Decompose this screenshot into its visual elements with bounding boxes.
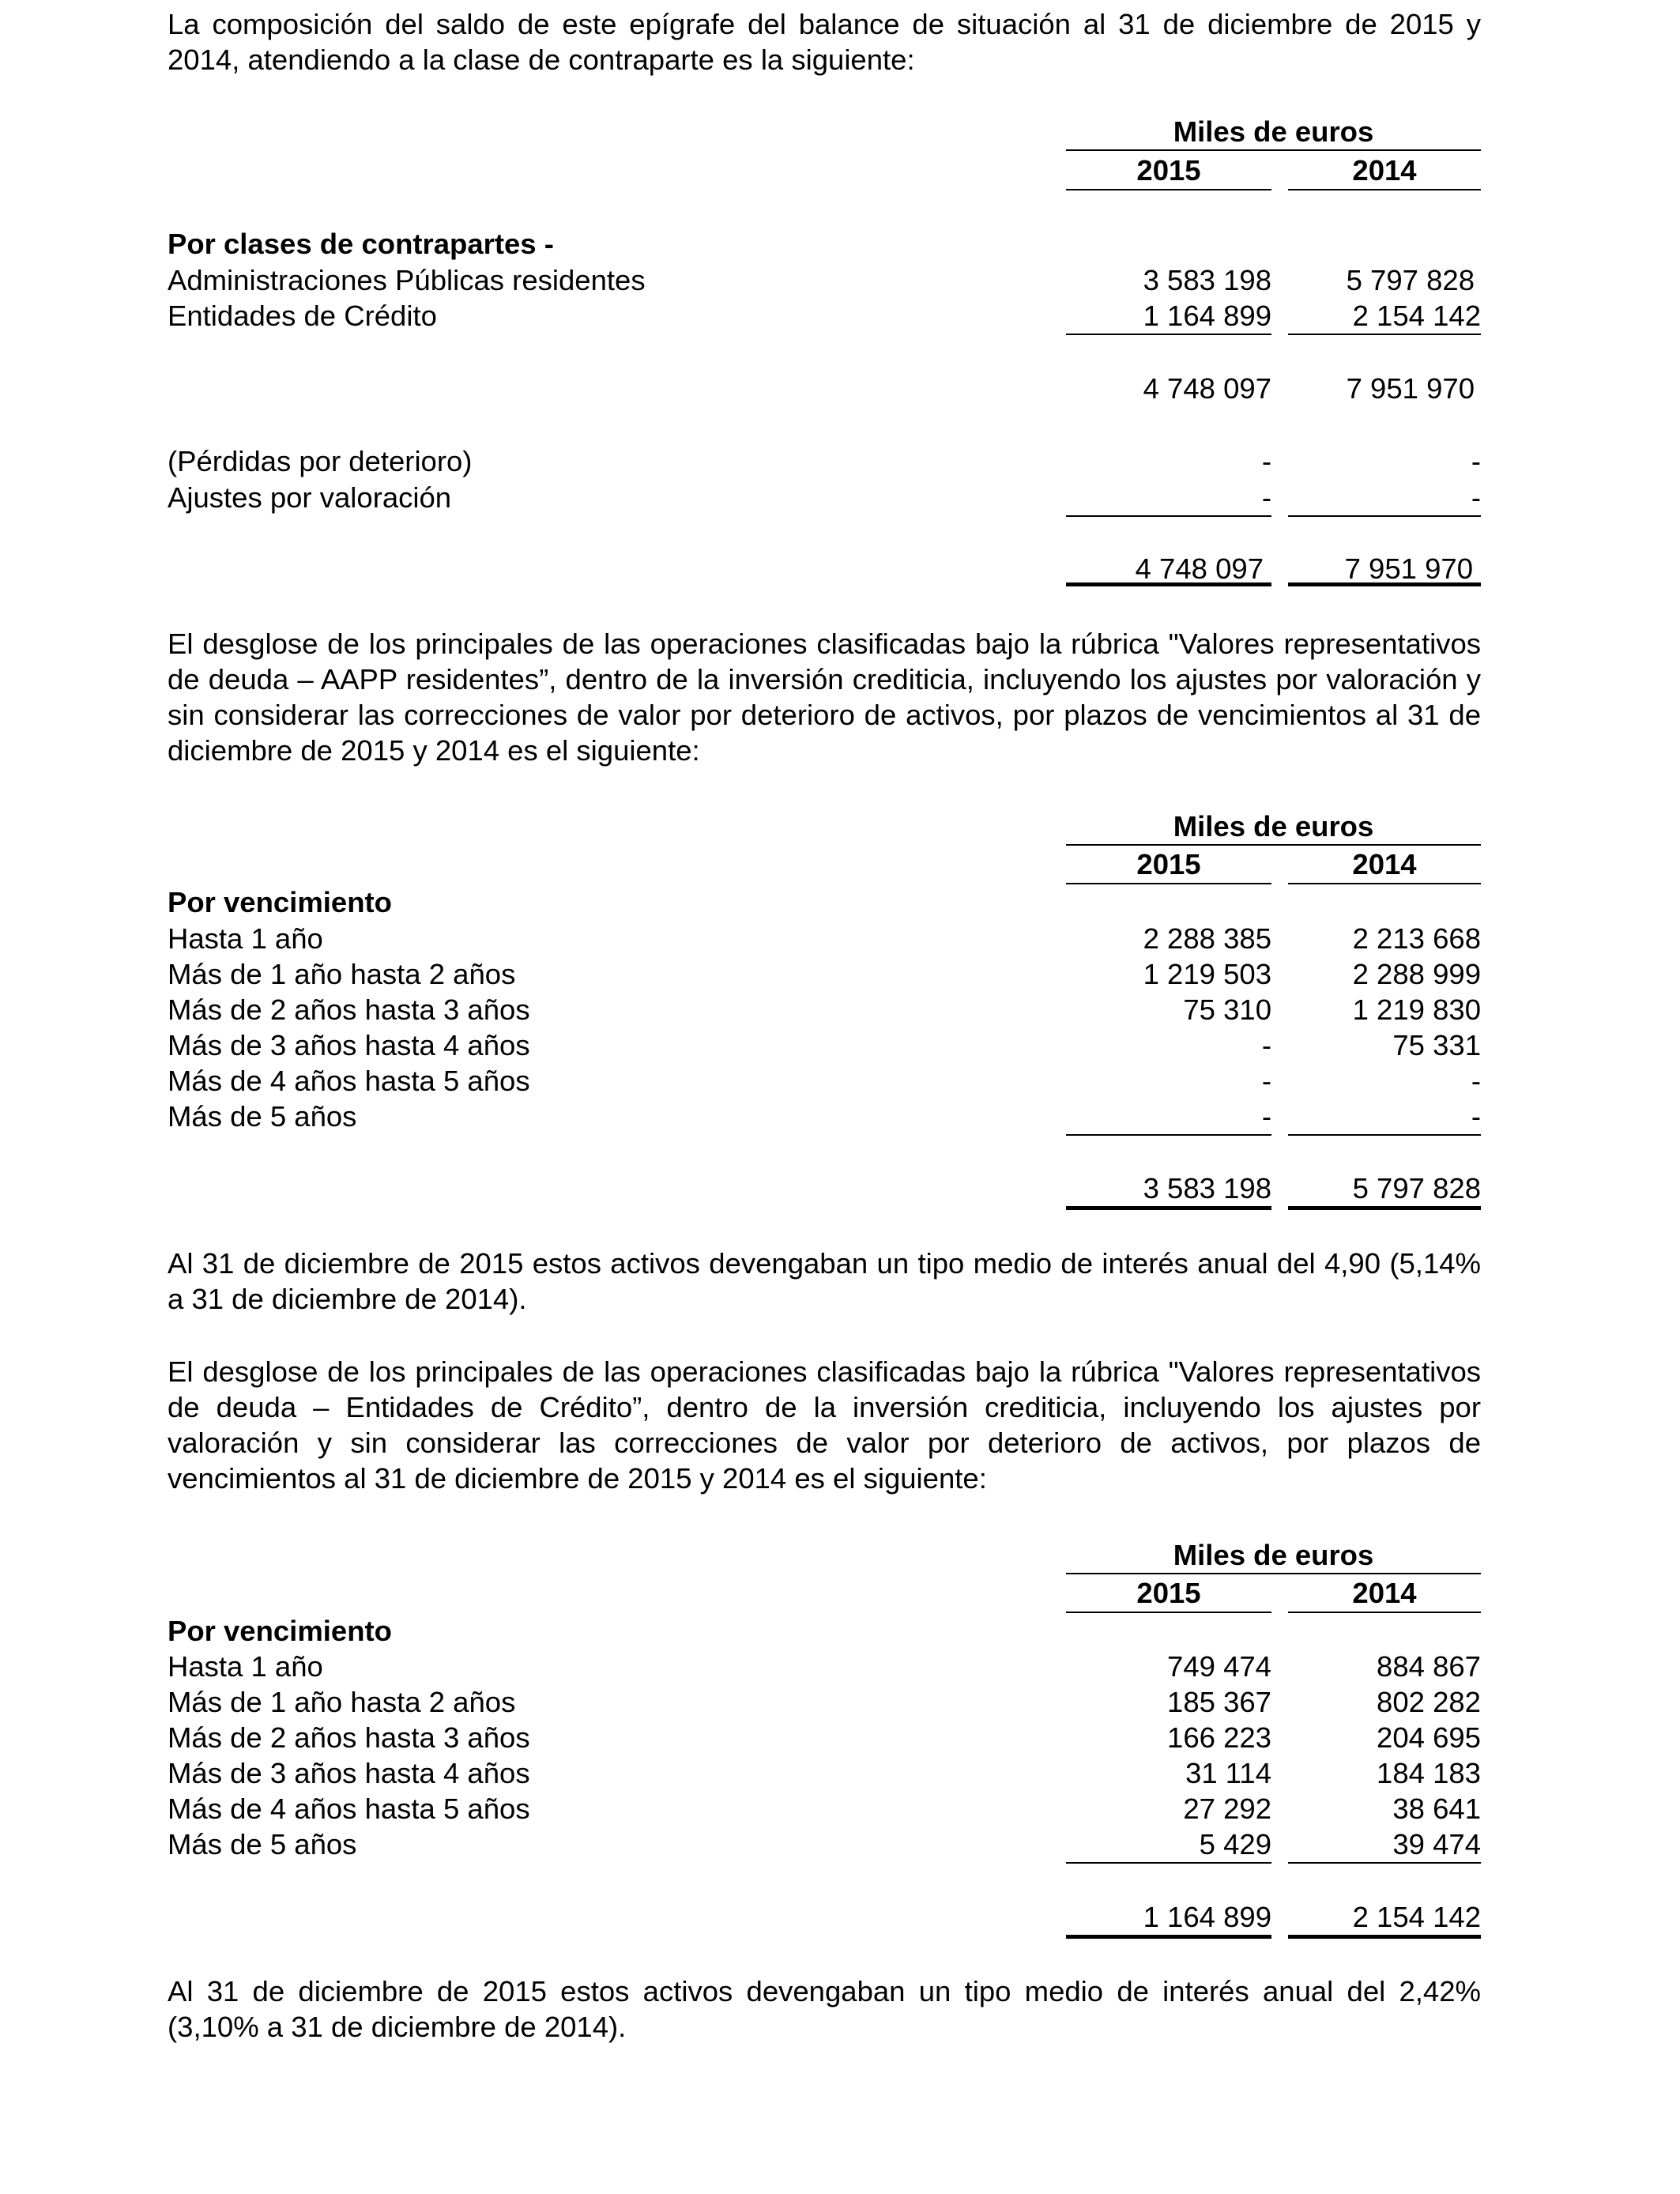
- value-2014: 884 867: [1377, 1650, 1481, 1683]
- value-2015: -: [1261, 1065, 1271, 1097]
- table3-total-row: [168, 1899, 1481, 1935]
- row-label: Más de 5 años: [168, 1100, 357, 1133]
- row-label: Hasta 1 año: [168, 1650, 323, 1683]
- row-label: Entidades de Crédito: [168, 300, 437, 332]
- table-row: [168, 480, 1481, 515]
- table-row: [168, 298, 1481, 334]
- value-2015: -: [1066, 1099, 1271, 1136]
- table2-year-2014: 2014: [1288, 846, 1481, 884]
- value-2014: 204 695: [1377, 1721, 1481, 1754]
- table1-year-2014: 2014: [1288, 153, 1481, 190]
- paragraph-entidades-interest: Al 31 de diciembre de 2015 estos activos devengaban un tipo medio de interés anual del 2,42% (3,10% a 31 de diciembre de 2014).: [168, 1975, 1481, 2043]
- table1-subtotal-row: [168, 371, 1481, 406]
- value-2015: 27 292: [1183, 1793, 1271, 1825]
- table3-section-row: [168, 1613, 1481, 1649]
- table2-unit-header: Miles de euros: [1066, 809, 1481, 846]
- value-2014: -: [1288, 480, 1481, 517]
- row-label: Más de 3 años hasta 4 años: [168, 1757, 530, 1789]
- value-2015: -: [1066, 480, 1271, 517]
- table3-year-2014: 2014: [1288, 1575, 1481, 1613]
- row-label: Más de 2 años hasta 3 años: [168, 1721, 530, 1754]
- total-2014: 5 797 828: [1288, 1171, 1481, 1210]
- table1-section-title: Por clases de contrapartes -: [168, 228, 554, 260]
- intro-paragraph: La composición del saldo de este epígrafe del balance de situación al 31 de diciembre de 2015 y 2014, atendiendo a la clase de contraparte es la siguiente:: [168, 8, 1481, 76]
- row-label: Más de 1 año hasta 2 años: [168, 1686, 516, 1718]
- value-2015: 1 164 899: [1066, 298, 1271, 335]
- table-row: [168, 1755, 1481, 1791]
- table-row: [168, 1791, 1481, 1826]
- table-row: [168, 1649, 1481, 1684]
- row-label: Más de 4 años hasta 5 años: [168, 1065, 530, 1097]
- table-row: [168, 1027, 1481, 1063]
- table-row: [168, 1063, 1481, 1099]
- total-2015: 3 583 198: [1066, 1171, 1271, 1210]
- row-label: Hasta 1 año: [168, 922, 323, 955]
- value-2014: 1 219 830: [1352, 993, 1481, 1026]
- value-2014: 2 288 999: [1352, 958, 1481, 990]
- table1-year-2015: 2015: [1066, 153, 1271, 190]
- table-row: [168, 992, 1481, 1027]
- table2-year-2015: 2015: [1066, 846, 1271, 884]
- value-2014: 75 331: [1392, 1029, 1481, 1061]
- value-2015: 185 367: [1167, 1686, 1271, 1718]
- paragraph-aapp-breakdown: El desglose de los principales de las operaciones clasificadas bajo la rúbrica "Valores representativos de deuda – AAPP residentes”, dentro de la inversión crediticia, incluyendo los ajustes por valoración y sin considerar las correcciones de valor por deterioro de activos, por plazos de vencimientos al 31 de diciembre de 2015 y 2014 es el siguiente:: [168, 628, 1481, 767]
- paragraph-aapp-interest: Al 31 de diciembre de 2015 estos activos devengaban un tipo medio de interés anual del 4,90 (5,14% a 31 de diciembre de 2014).: [168, 1247, 1481, 1315]
- value-2014: 2 213 668: [1352, 922, 1481, 955]
- row-label: Más de 3 años hasta 4 años: [168, 1029, 530, 1061]
- table2-total-row: [168, 1171, 1481, 1206]
- paragraph-entidades-breakdown: El desglose de los principales de las operaciones clasificadas bajo la rúbrica "Valores representativos de deuda – Entidades de Crédito”, dentro de la inversión crediticia, incluyendo los ajustes por valoración y sin considerar las correcciones de valor por deterioro de activos, por plazos de vencimientos al 31 de diciembre de 2015 y 2014 es el siguiente:: [168, 1355, 1481, 1495]
- value-2014: -: [1471, 1065, 1481, 1097]
- row-label: Más de 1 año hasta 2 años: [168, 958, 516, 990]
- row-label: Más de 2 años hasta 3 años: [168, 993, 530, 1026]
- value-2015: 749 474: [1167, 1650, 1271, 1683]
- value-2015: -: [1261, 445, 1271, 477]
- value-2015: 5 429: [1066, 1826, 1271, 1864]
- table-row: [168, 262, 1481, 298]
- value-2014: 5 797 828: [1346, 264, 1475, 296]
- value-2014: 38 641: [1392, 1793, 1481, 1825]
- row-label: Ajustes por valoración: [168, 481, 452, 514]
- table1-unit-header: Miles de euros: [1066, 114, 1481, 151]
- value-2014: -: [1288, 1099, 1481, 1136]
- table-row: [168, 1826, 1481, 1862]
- subtotal-2014: 7 951 970: [1346, 372, 1475, 405]
- table-row: [168, 1099, 1481, 1134]
- value-2015: 166 223: [1167, 1721, 1271, 1754]
- table1-section-row: [168, 226, 1481, 262]
- table-row: [168, 1684, 1481, 1720]
- total-2014: 7 951 970: [1288, 551, 1481, 586]
- value-2014: 2 154 142: [1288, 298, 1481, 335]
- value-2014: 39 474: [1288, 1826, 1481, 1864]
- table1-total-row: [168, 551, 1481, 586]
- row-label: (Pérdidas por deterioro): [168, 445, 473, 477]
- value-2015: 75 310: [1183, 993, 1271, 1026]
- row-label: Administraciones Públicas residentes: [168, 264, 646, 296]
- value-2015: 1 219 503: [1143, 958, 1271, 990]
- table-row: [168, 956, 1481, 992]
- total-2015: 4 748 097: [1066, 551, 1271, 586]
- subtotal-2015: 4 748 097: [1143, 372, 1271, 405]
- value-2015: -: [1261, 1029, 1271, 1061]
- table2-section-title: Por vencimiento: [168, 886, 392, 918]
- table-row: [168, 443, 1481, 479]
- value-2015: 31 114: [1185, 1757, 1271, 1789]
- row-label: Más de 4 años hasta 5 años: [168, 1793, 530, 1825]
- value-2015: 2 288 385: [1143, 922, 1271, 955]
- table3-section-title: Por vencimiento: [168, 1615, 392, 1647]
- value-2014: 184 183: [1377, 1757, 1481, 1789]
- table3-unit-header: Miles de euros: [1066, 1537, 1481, 1574]
- total-2015: 1 164 899: [1066, 1899, 1271, 1939]
- table-row: [168, 921, 1481, 956]
- value-2015: 3 583 198: [1143, 264, 1271, 296]
- row-label: Más de 5 años: [168, 1828, 357, 1860]
- value-2014: 802 282: [1377, 1686, 1481, 1718]
- total-2014: 2 154 142: [1288, 1899, 1481, 1939]
- table-row: [168, 1720, 1481, 1755]
- value-2014: -: [1471, 445, 1481, 477]
- table2-section-row: [168, 884, 1481, 920]
- table3-year-2015: 2015: [1066, 1575, 1271, 1613]
